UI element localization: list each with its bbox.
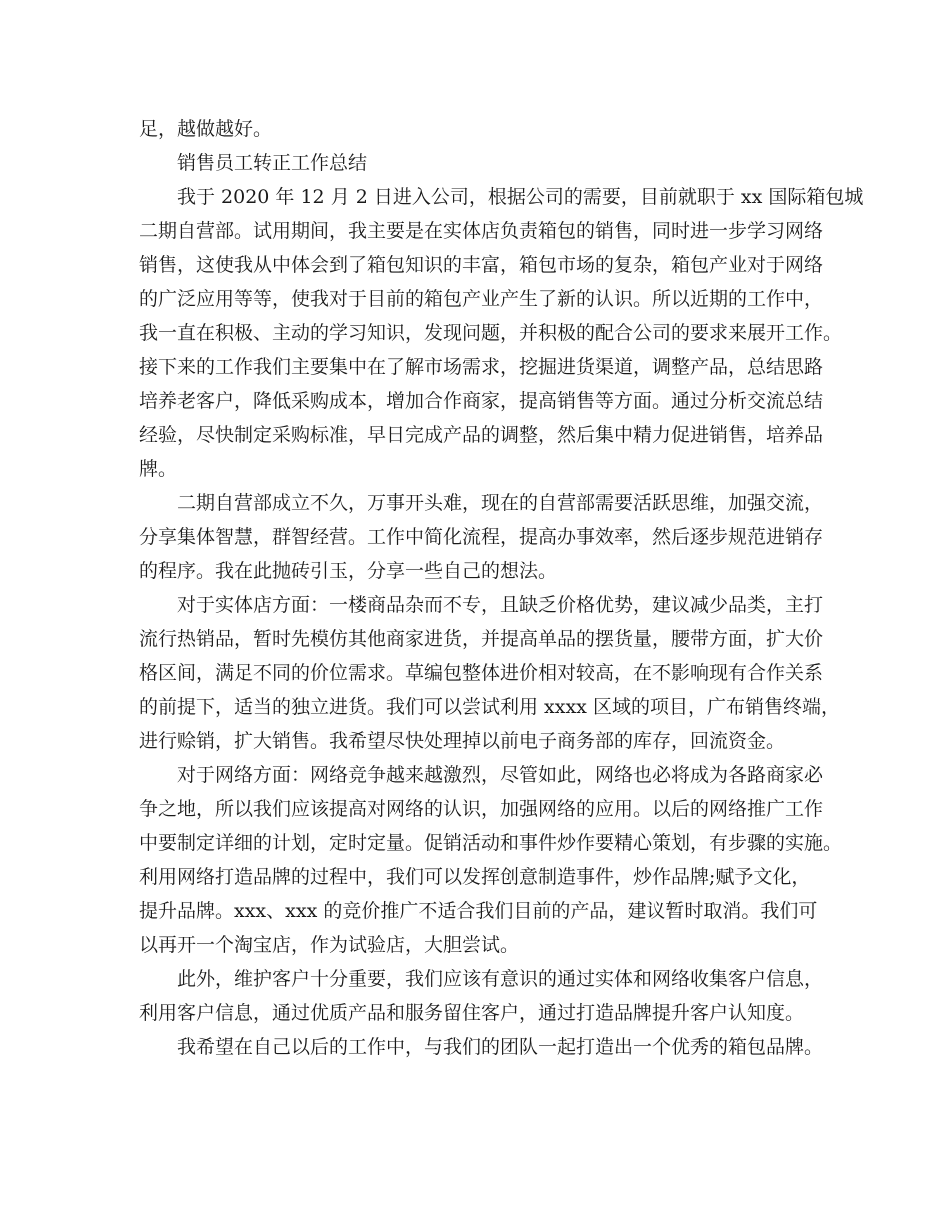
paragraph-first-line: 对于网络方面：网络竞争越来越激烈，尽管如此，网络也必将成为各路商家必 xyxy=(177,764,824,786)
paragraph-line: 的广泛应用等等，使我对于目前的箱包产业产生了新的认识。所以近期的工作中， xyxy=(139,288,824,310)
paragraph-line: 格区间，满足不同的价位需求。草编包整体进价相对较高，在不影响现有合作关系 xyxy=(139,662,824,684)
paragraph-line: 中要制定详细的计划，定时定量。促销活动和事件炒作要精心策划，有步骤的实施。 xyxy=(139,832,843,854)
paragraph-first-line: 二期自营部成立不久，万事开头难，现在的自营部需要活跃思维，加强交流， xyxy=(177,492,824,514)
paragraph-first-line: 销售员工转正工作总结 xyxy=(177,152,368,174)
document-body xyxy=(139,112,864,1064)
paragraph-line: 牌。 xyxy=(139,458,178,480)
paragraph-line: 二期自营部。试用期间，我主要是在实体店负责箱包的销售，同时进一步学习网络 xyxy=(139,220,824,242)
paragraph-first-line: 我希望在自己以后的工作中，与我们的团队一起打造出一个优秀的箱包品牌。 xyxy=(177,1036,824,1058)
paragraph-line: 的前提下，适当的独立进货。我们可以尝试利用 xxxx 区域的项目，广布销售终端， xyxy=(139,696,840,718)
paragraph-line: 提升品牌。xxx、xxx 的竞价推广不适合我们目前的产品，建议暂时取消。我们可 xyxy=(139,900,818,922)
paragraph-first-line: 我于 2020 年 12 月 2 日进入公司，根据公司的需要，目前就职于 xx 国际箱包城 xyxy=(177,186,864,208)
paragraph-first-line: 对于实体店方面：一楼商品杂而不专，且缺乏价格优势，建议减少品类，主打 xyxy=(177,594,824,616)
paragraph-line: 的程序。我在此抛砖引玉，分享一些自己的想法。 xyxy=(139,560,558,582)
paragraph-line: 培养老客户，降低采购成本，增加合作商家，提高销售等方面。通过分析交流总结 xyxy=(139,390,824,412)
paragraph-line: 利用网络打造品牌的过程中，我们可以发挥创意制造事件，炒作品牌;赋予文化， xyxy=(139,866,811,888)
paragraph-line: 我一直在积极、主动的学习知识，发现问题，并积极的配合公司的要求来展开工作。 xyxy=(139,322,843,344)
paragraph-line: 利用客户信息，通过优质产品和服务留住客户，通过打造品牌提升客户认知度。 xyxy=(139,1002,805,1024)
paragraph-line: 足，越做越好。 xyxy=(139,118,273,140)
paragraph-line: 争之地，所以我们应该提高对网络的认识，加强网络的应用。以后的网络推广工作 xyxy=(139,798,824,820)
paragraph-line: 经验，尽快制定采购标准，早日完成产品的调整，然后集中精力促进销售，培养品 xyxy=(139,424,824,446)
paragraph-line: 接下来的工作我们主要集中在了解市场需求，挖掘进货渠道，调整产品，总结思路 xyxy=(139,356,824,378)
paragraph-line: 进行赊销，扩大销售。我希望尽快处理掉以前电子商务部的库存，回流资金。 xyxy=(139,730,786,752)
paragraph-first-line: 此外，维护客户十分重要，我们应该有意识的通过实体和网络收集客户信息， xyxy=(177,968,824,990)
paragraph-line: 以再开一个淘宝店，作为试验店，大胆尝试。 xyxy=(139,934,520,956)
paragraph-line: 销售，这使我从中体会到了箱包知识的丰富，箱包市场的复杂，箱包产业对于网络 xyxy=(139,254,824,276)
paragraph-line: 流行热销品，暂时先模仿其他商家进货，并提高单品的摆货量，腰带方面，扩大价 xyxy=(139,628,824,650)
paragraph-line: 分享集体智慧，群智经营。工作中简化流程，提高办事效率，然后逐步规范进销存 xyxy=(139,526,824,548)
